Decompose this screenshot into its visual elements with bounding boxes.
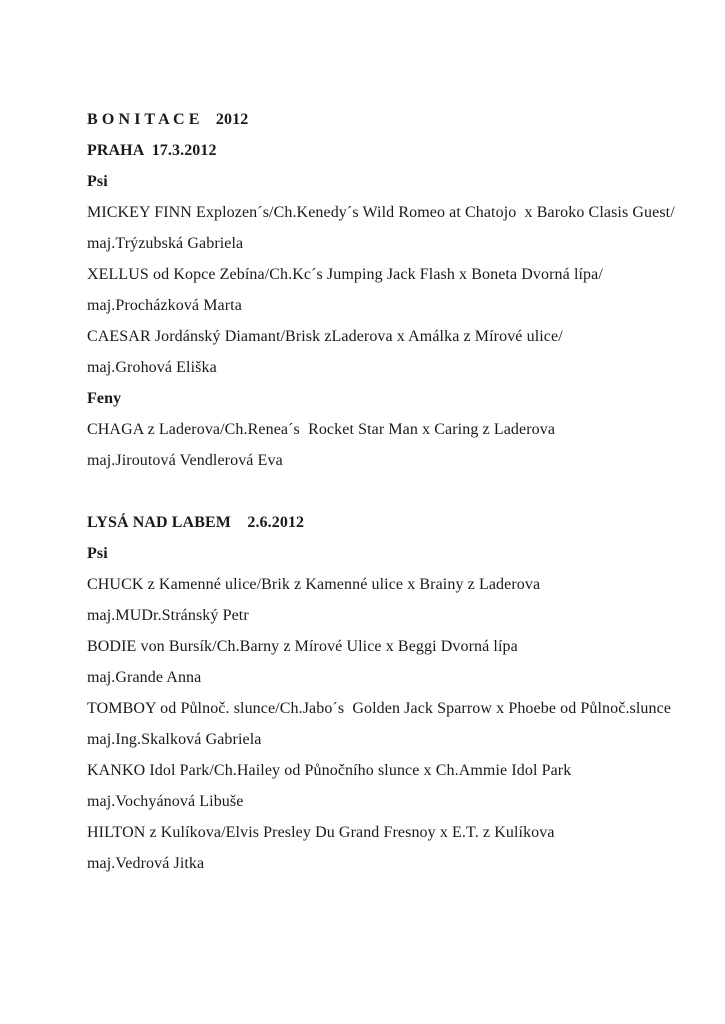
owner-line: maj.MUDr.Stránský Petr xyxy=(87,607,249,624)
owner-line: maj.Vedrová Jitka xyxy=(87,855,205,872)
owner-line: maj.Grohová Eliška xyxy=(87,359,217,376)
section-heading-praha: PRAHA 17.3.2012 xyxy=(87,142,217,159)
owner-line: maj.Procházková Marta xyxy=(87,297,242,314)
dog-entry: CHUCK z Kamenné ulice/Brik z Kamenné ulice x Brainy z Laderova xyxy=(87,576,541,593)
section-heading-lysa-nad-labem: LYSÁ NAD LABEM 2.6.2012 xyxy=(87,514,305,531)
dog-entry: HILTON z Kulíkova/Elvis Presley Du Grand Fresnoy x E.T. z Kulíkova xyxy=(87,824,555,841)
owner-line: maj.Ing.Skalková Gabriela xyxy=(87,731,262,748)
dog-entry: MICKEY FINN Explozen´s/Ch.Kenedy´s Wild Romeo at Chatojo x Baroko Clasis Guest/ xyxy=(87,204,675,221)
dog-entry: BODIE von Bursík/Ch.Barny z Mírové Ulice x Beggi Dvorná lípa xyxy=(87,638,518,655)
dog-entry: KANKO Idol Park/Ch.Hailey od Půnočního slunce x Ch.Ammie Idol Park xyxy=(87,762,572,779)
owner-line: maj.Grande Anna xyxy=(87,669,202,686)
dog-entry: CAESAR Jordánský Diamant/Brisk zLaderova x Amálka z Mírové ulice/ xyxy=(87,328,563,345)
group-label-feny: Feny xyxy=(87,390,122,407)
dog-entry: TOMBOY od Půlnoč. slunce/Ch.Jabo´s Golden Jack Sparrow x Phoebe od Půlnoč.slunce xyxy=(87,700,672,717)
owner-line: maj.Vochyánová Libuše xyxy=(87,793,244,810)
dog-entry: XELLUS od Kopce Zebína/Ch.Kc´s Jumping Jack Flash x Boneta Dvorná lípa/ xyxy=(87,266,603,283)
document-title: B O N I T A C E 2012 xyxy=(87,111,249,128)
section-gap xyxy=(87,476,680,507)
owner-line: maj.Trýzubská Gabriela xyxy=(87,235,244,252)
group-label-psi: Psi xyxy=(87,545,108,562)
owner-line: maj.Jiroutová Vendlerová Eva xyxy=(87,452,283,469)
dog-entry: CHAGA z Laderova/Ch.Renea´s Rocket Star Man x Caring z Laderova xyxy=(87,421,556,438)
group-label-psi: Psi xyxy=(87,173,108,190)
